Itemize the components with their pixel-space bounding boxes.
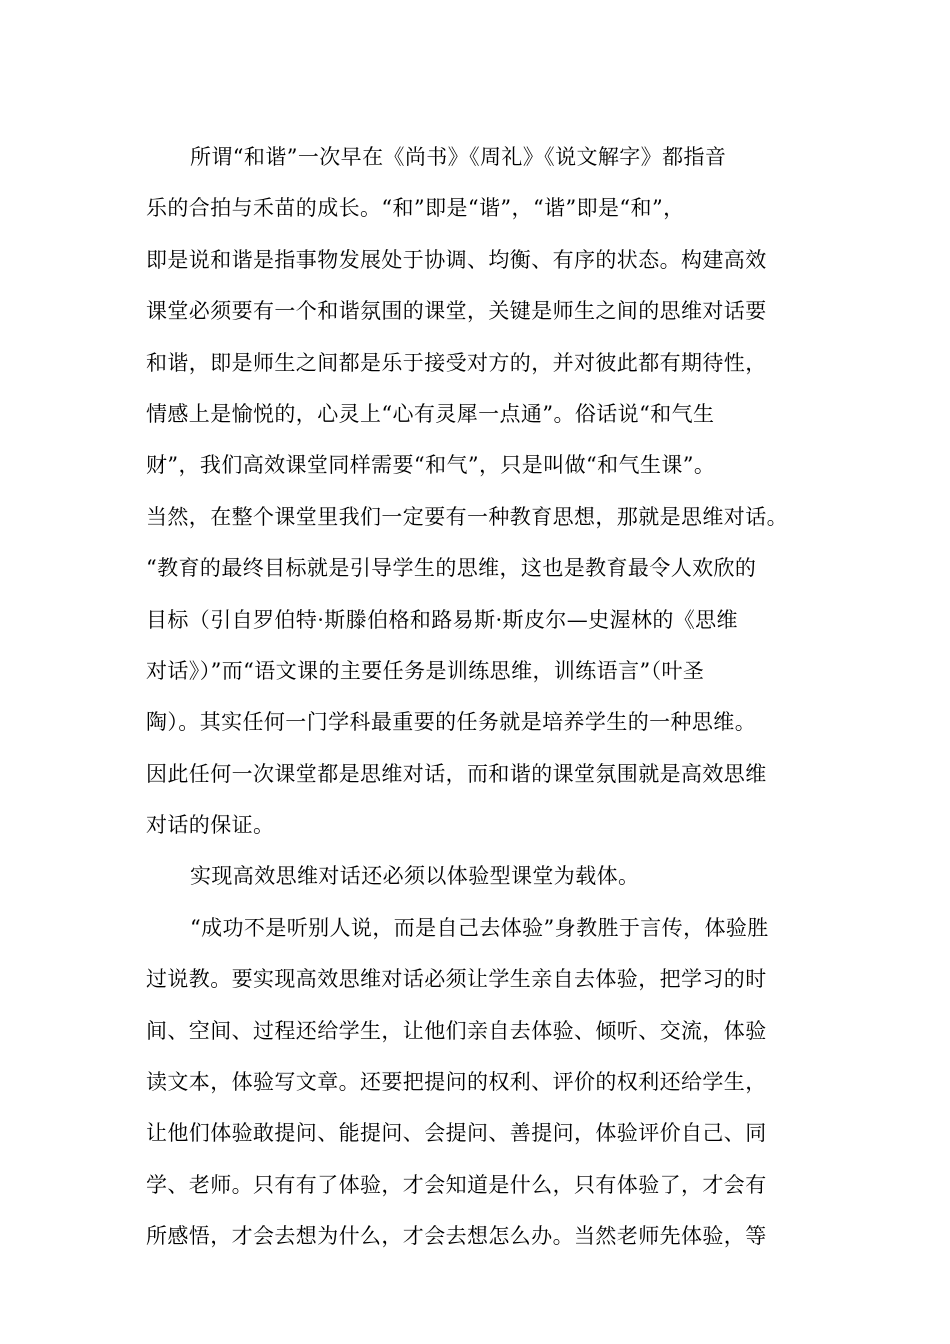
document-body bbox=[146, 132, 812, 1263]
text-line: 课堂必须要有一个和谐氛围的课堂，关键是师生之间的思维对话要 bbox=[146, 299, 767, 324]
text-line: 间、空间、过程还给学生，让他们亲自去体验、倾听、交流，体验 bbox=[146, 1018, 767, 1043]
text-line: 陶）。其实任何一门学科最重要的任务就是培养学生的一种思维。 bbox=[146, 710, 757, 735]
text-line: 学、老师。只有有了体验，才会知道是什么，只有体验了，才会有 bbox=[146, 1172, 767, 1197]
text-line: 目标（引自罗伯特·斯滕伯格和路易斯·斯皮尔—史渥林的《思维 bbox=[146, 607, 738, 632]
text-line: 读文本，体验写文章。还要把提问的权利、评价的权利还给学生， bbox=[146, 1070, 767, 1095]
text-line: 财”，我们高效课堂同样需要“和气”，只是叫做“和气生课”。 bbox=[146, 453, 716, 478]
text-line: “成功不是听别人说，而是自己去体验”身教胜于言传，体验胜 bbox=[190, 915, 769, 940]
text-line: 乐的合拍与禾苗的成长。“和”即是“谐”，“谐”即是“和”， bbox=[146, 196, 685, 221]
text-line: 让他们体验敢提问、能提问、会提问、善提问，体验评价自己、同 bbox=[146, 1121, 767, 1146]
text-line: 当然，在整个课堂里我们一定要有一种教育思想，那就是思维对话。 bbox=[146, 504, 788, 529]
text-line: 因此任何一次课堂都是思维对话，而和谐的课堂氛围就是高效思维 bbox=[146, 761, 767, 786]
text-line: 和谐，即是师生之间都是乐于接受对方的，并对彼此都有期待性， bbox=[146, 350, 767, 375]
text-line: 所谓“和谐”一次早在《尚书》《周礼》《说文解字》都指音 bbox=[190, 145, 727, 169]
text-line: “教育的最终目标就是引导学生的思维，这也是教育最令人欢欣的 bbox=[146, 556, 757, 581]
text-line: 所感悟，才会去想为什么，才会去想怎么办。当然老师先体验，等 bbox=[146, 1224, 767, 1249]
text-line: 对话的保证。 bbox=[146, 813, 275, 838]
text-line: 情感上是愉悦的，心灵上“心有灵犀一点通”。俗话说“和气生 bbox=[146, 401, 715, 426]
text-line: 对话》）”而“语文课的主要任务是训练思维，训练语言”（叶圣 bbox=[146, 658, 705, 683]
text-line: 实现高效思维对话还必须以体验型课堂为载体。 bbox=[190, 864, 640, 889]
text-line: 即是说和谐是指事物发展处于协调、均衡、有序的状态。构建高效 bbox=[146, 247, 767, 272]
text-line: 过说教。要实现高效思维对话必须让学生亲自去体验，把学习的时 bbox=[146, 967, 767, 992]
